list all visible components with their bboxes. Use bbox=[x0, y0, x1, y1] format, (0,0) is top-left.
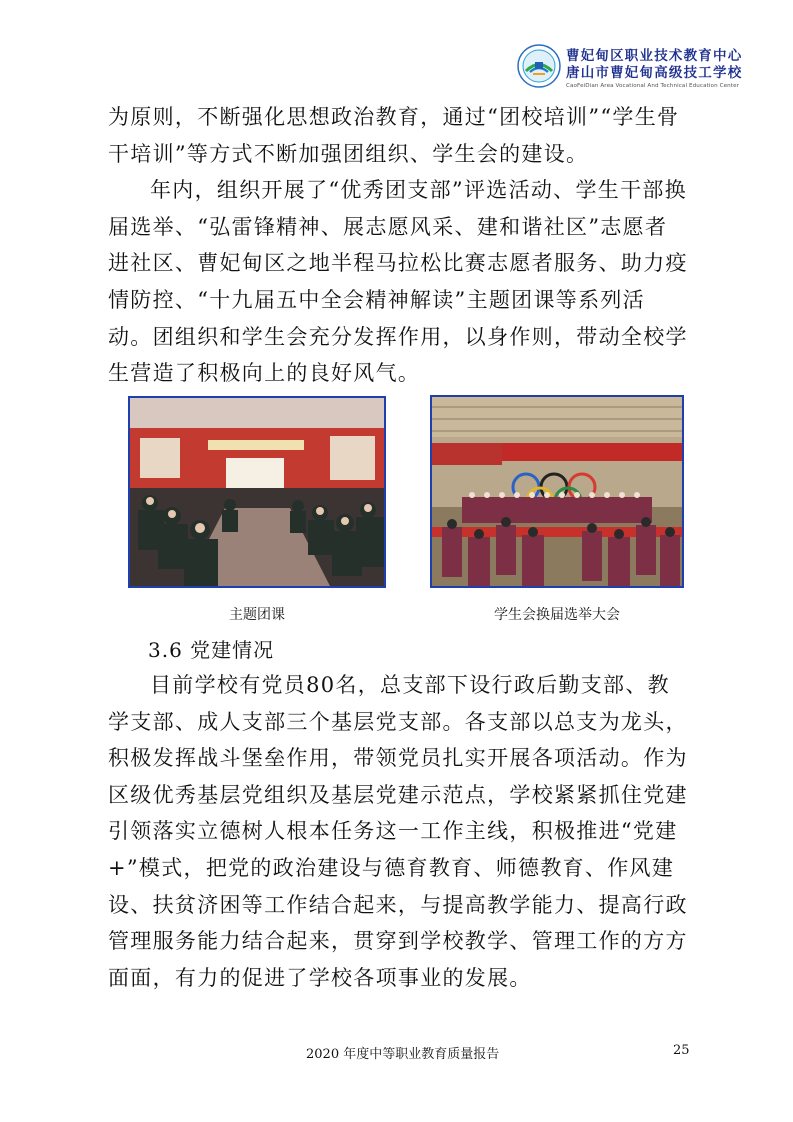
body-text-top bbox=[108, 99, 688, 392]
paragraph-activities: 年内，组织开展了“优秀团支部”评选活动、学生干部换届选举、“弘雷锋精神、展志愿风采、建和谐社区”志愿者进社区、曹妃甸区之地半程马拉松比赛志愿者服务、助力疫情防控、“十九届五中全会精神解读”主题团课等系列活动。团组织和学生会充分发挥作用，以身作则，带动全校学生营造了积极向上的良好风气。 bbox=[108, 178, 688, 386]
school-name-block bbox=[566, 48, 781, 90]
caption-theme-lesson: 主题团课 bbox=[229, 607, 285, 623]
school-name-primary: 曹妃甸区职业技术教育中心 bbox=[566, 48, 743, 64]
footer-report-title: 2020 年度中等职业教育质量报告 bbox=[306, 1047, 500, 1062]
caption-union-election: 学生会换届选举大会 bbox=[494, 607, 620, 623]
school-name-secondary: 唐山市曹妃甸高级技工学校 bbox=[566, 65, 743, 81]
page-number: 25 bbox=[673, 1043, 690, 1058]
photo-union-election bbox=[430, 395, 684, 588]
body-text-bottom bbox=[108, 667, 688, 996]
paragraph-continued: 为原则，不断强化思想政治教育，通过“团校培训”“学生骨干培训”等方式不断加强团组织、学生会的建设。 bbox=[108, 105, 680, 166]
paragraph-party-building: 目前学校有党员80名，总支部下设行政后勤支部、教学支部、成人支部三个基层党支部。各支部以总支为龙头，积极发挥战斗堡垒作用，带领党员扎实开展各项活动。作为区级优秀基层党组织及基层党建示范点，学校紧紧抓住党建引领落实立德树人根本任务这一工作主线，积极推进“党建+”模式，把党的政治建设与德育教育、师德教育、作风建设、扶贫济困等工作结合起来，与提高教学能力、提高行政管理服务能力结合起来，贯穿到学校教学、管理工作的方方面面，有力的促进了学校各项事业的发展。 bbox=[108, 673, 688, 990]
photo-theme-lesson bbox=[128, 396, 386, 588]
school-name-english: CaoFeiDian Area Vocational And Technical Education Center bbox=[566, 83, 740, 89]
section-heading: 3.6 党建情况 bbox=[148, 638, 275, 662]
school-emblem-icon bbox=[517, 44, 561, 88]
